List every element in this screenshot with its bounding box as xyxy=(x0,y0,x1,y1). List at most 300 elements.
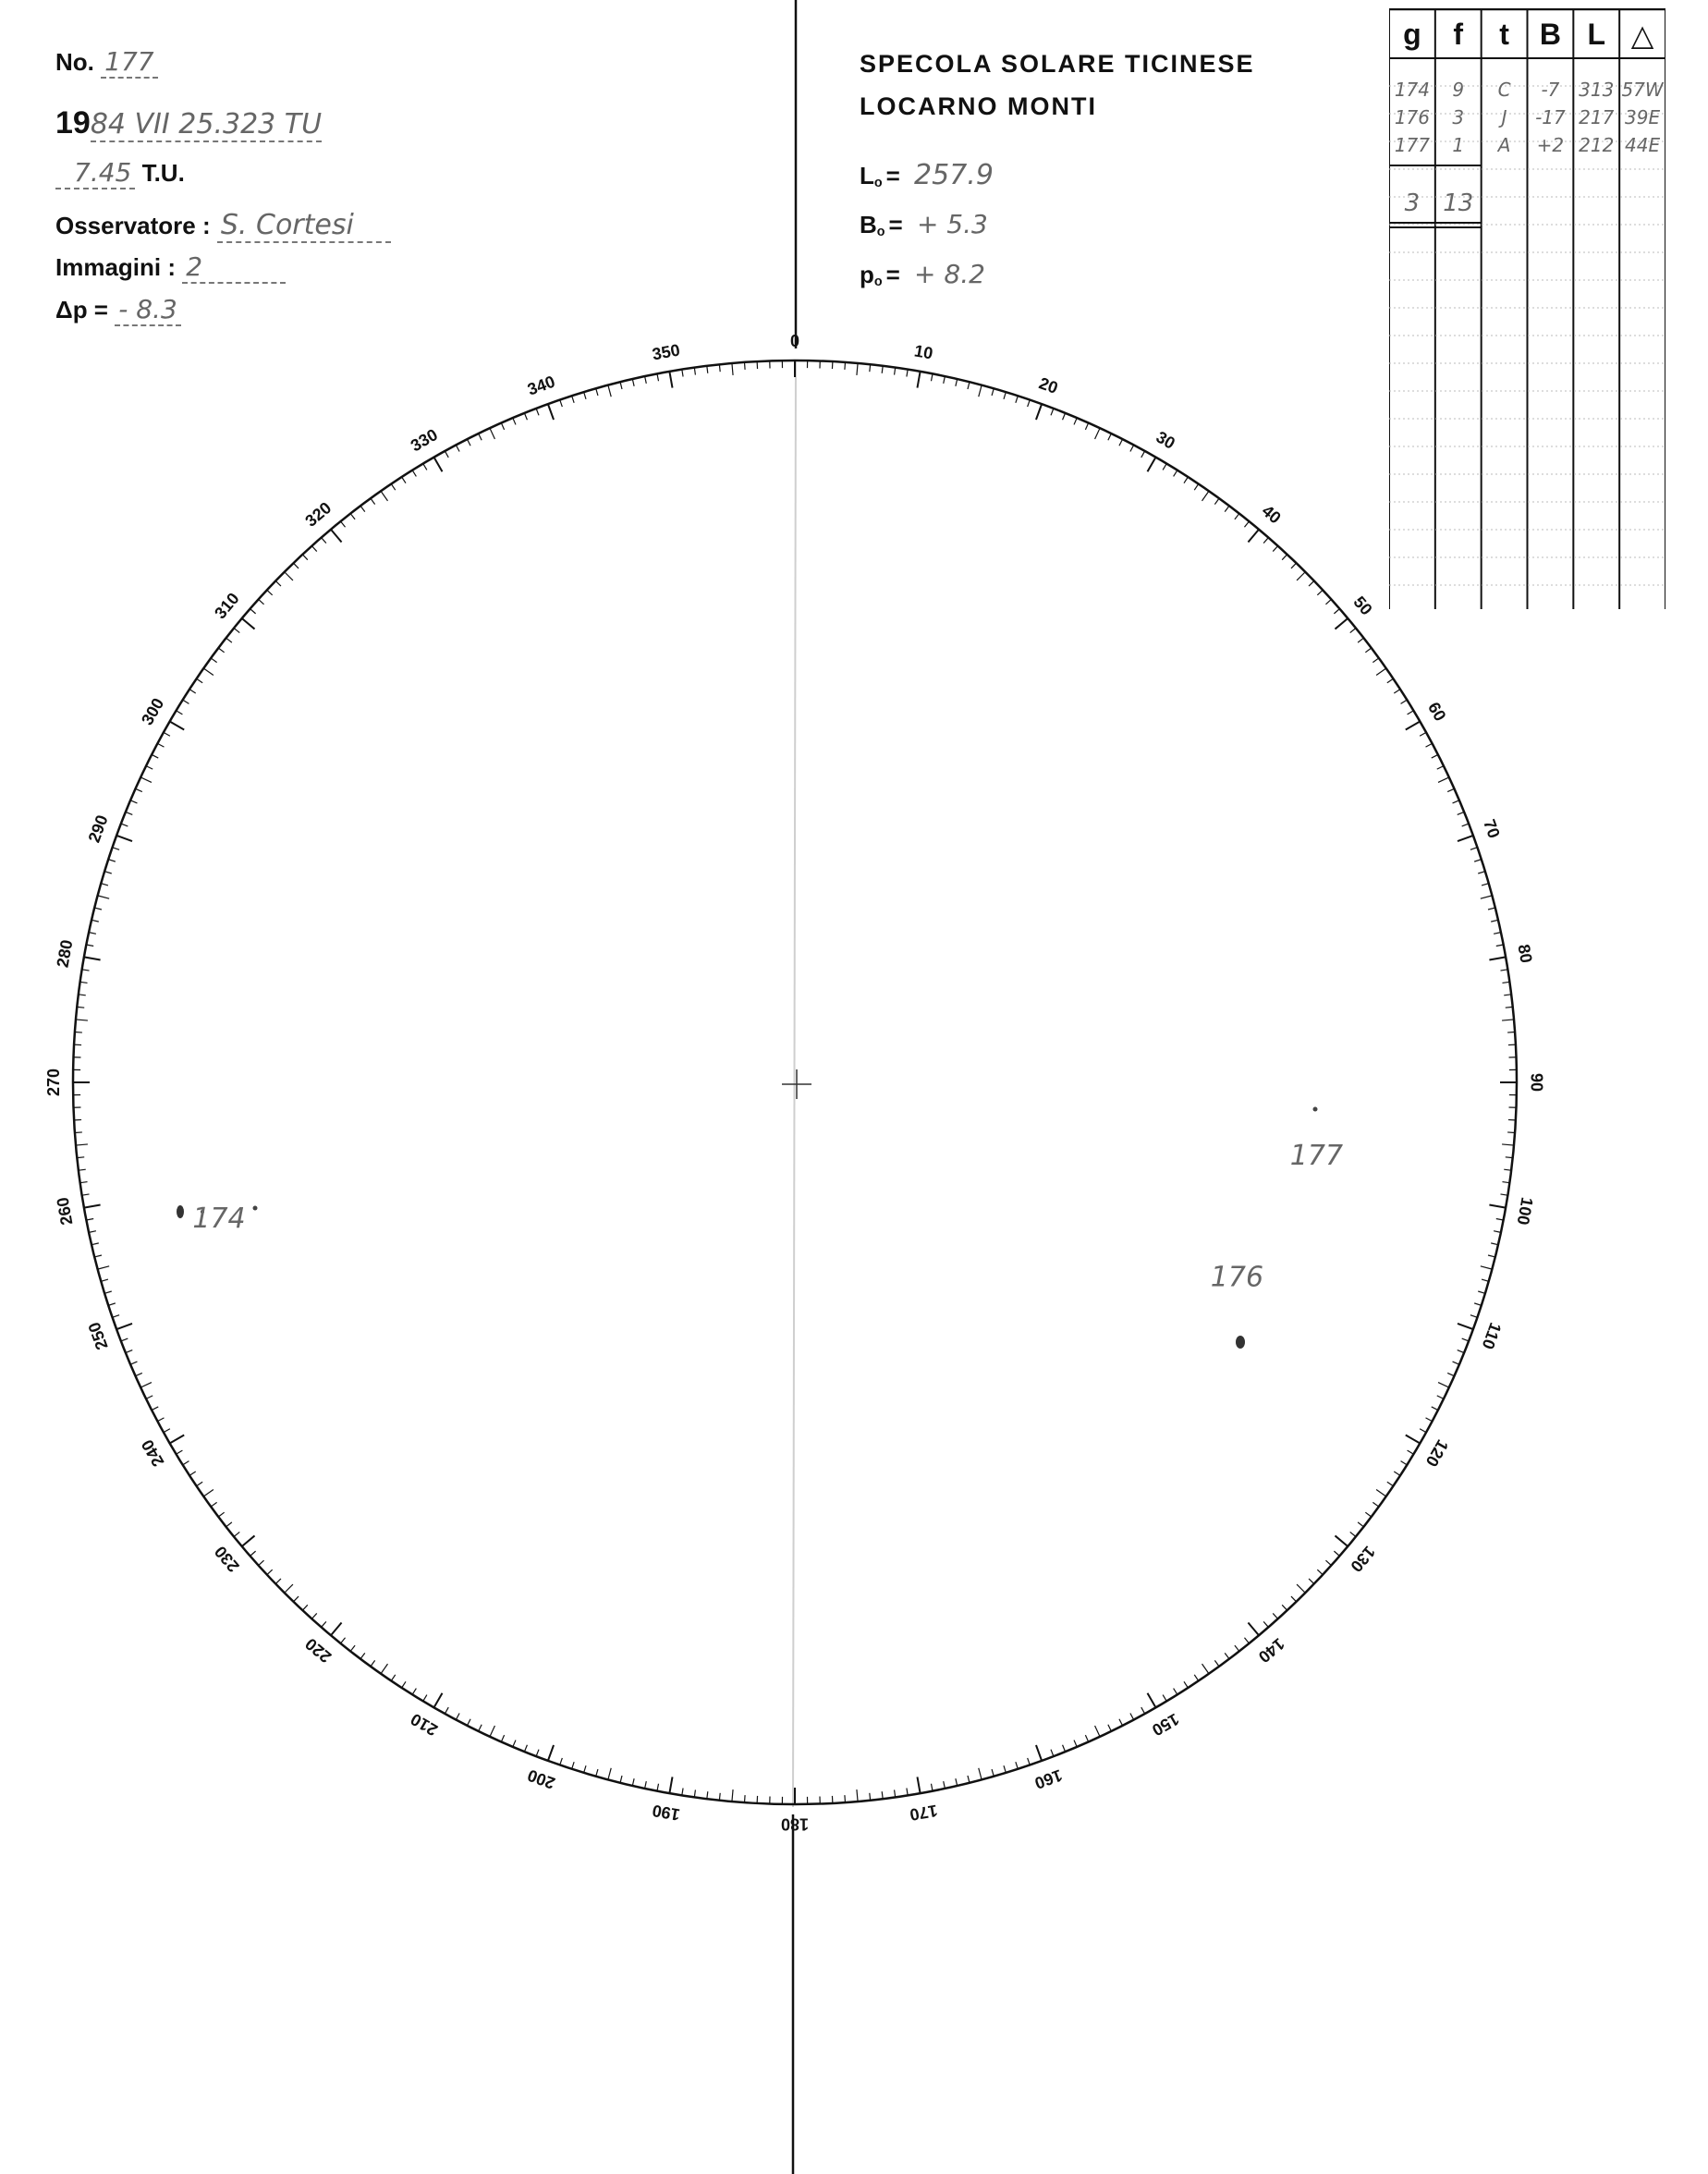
scale-tick xyxy=(870,1793,871,1801)
date-value: 84 VII 25.323 TU xyxy=(90,108,323,140)
table-header-cell: g xyxy=(1403,18,1421,51)
scale-tick xyxy=(1474,1303,1482,1305)
scale-tick xyxy=(157,743,164,747)
scale-label: 60 xyxy=(1424,699,1450,725)
scale-tick xyxy=(524,1745,527,1752)
scale-tick xyxy=(341,521,346,527)
scale-tick xyxy=(745,362,746,370)
scale-tick xyxy=(467,439,470,446)
scale-label: 200 xyxy=(525,1765,558,1793)
scale-tick xyxy=(1074,418,1077,424)
scale-tick xyxy=(1458,836,1473,841)
scale-tick xyxy=(895,368,896,375)
scale-tick xyxy=(116,1324,132,1329)
scale-label: 240 xyxy=(138,1436,168,1471)
scale-label: 180 xyxy=(780,1814,810,1834)
scale-tick xyxy=(1438,777,1449,782)
scale-tick xyxy=(1387,1482,1394,1485)
scale-tick xyxy=(1063,1745,1066,1752)
scale-tick xyxy=(293,563,299,568)
scale-tick xyxy=(1447,788,1454,791)
scale-tick xyxy=(968,382,970,389)
scale-tick xyxy=(1194,1675,1198,1681)
scale-tick xyxy=(907,1788,908,1795)
scale-tick xyxy=(1028,1758,1031,1765)
scale-tick xyxy=(92,1243,99,1245)
scale-label: 40 xyxy=(1258,501,1285,528)
table-cell: A xyxy=(1497,134,1511,156)
scale-tick xyxy=(140,777,152,782)
scale-tick xyxy=(882,1791,883,1799)
time-suffix: T.U. xyxy=(141,159,185,187)
scale-tick xyxy=(82,1194,90,1195)
center-cross xyxy=(782,1069,811,1099)
scale-tick xyxy=(979,1768,982,1780)
table-header-cell: △ xyxy=(1630,18,1654,52)
scale-tick xyxy=(548,1745,554,1761)
scale-tick xyxy=(1426,743,1433,747)
table-cell: -17 xyxy=(1535,106,1566,128)
scale-tick xyxy=(719,364,720,372)
scale-tick xyxy=(1482,884,1489,885)
scale-tick xyxy=(1394,690,1400,693)
scale-tick xyxy=(1453,1362,1459,1364)
scale-tick xyxy=(302,1605,307,1610)
scale-tick xyxy=(1148,458,1156,472)
scale-tick xyxy=(203,1490,214,1496)
scale-tick xyxy=(632,1778,634,1786)
scale-tick xyxy=(1494,933,1501,934)
scale-tick xyxy=(467,1719,470,1726)
scale-tick xyxy=(1453,800,1459,803)
scale-tick xyxy=(1297,572,1305,580)
scale-tick xyxy=(1074,1740,1077,1747)
scale-tick xyxy=(360,1653,365,1658)
scale-tick xyxy=(1263,538,1268,544)
scale-tick xyxy=(1432,1407,1438,1411)
scale-tick xyxy=(170,1435,185,1444)
scale-tick xyxy=(226,1522,232,1527)
scale-tick xyxy=(423,464,427,470)
scale-tick xyxy=(1494,1231,1501,1233)
scale-tick xyxy=(1325,1560,1331,1565)
scale-label: 230 xyxy=(211,1542,243,1576)
scale-tick xyxy=(1335,618,1348,629)
scale-tick xyxy=(1372,1502,1378,1507)
scale-tick xyxy=(183,1461,189,1465)
scale-label: 0 xyxy=(789,331,800,350)
scale-tick xyxy=(259,1560,264,1565)
scale-tick xyxy=(1244,1638,1249,1643)
sunspot-174-follower xyxy=(253,1206,258,1211)
scale-label: 320 xyxy=(301,498,336,531)
scale-tick xyxy=(694,368,695,375)
number-label: No. xyxy=(55,48,94,76)
scale-tick xyxy=(745,1795,746,1802)
scale-tick xyxy=(1502,1182,1509,1183)
scale-tick xyxy=(350,1645,355,1651)
table-cell: 3 xyxy=(1452,106,1465,128)
scale-tick xyxy=(1095,1726,1100,1737)
p-label: p xyxy=(860,261,874,288)
scale-tick xyxy=(608,1768,611,1780)
scale-tick xyxy=(445,451,448,458)
scale-tick xyxy=(1263,1621,1268,1627)
scale-tick xyxy=(1506,1157,1513,1158)
scale-tick xyxy=(250,609,256,614)
scale-tick xyxy=(177,1450,183,1454)
images-label: Immagini : xyxy=(55,253,177,281)
ephemeris-p: po = + 8.2 xyxy=(860,259,985,289)
scale-tick xyxy=(104,1291,112,1293)
scale-tick xyxy=(84,1204,101,1207)
scale-tick xyxy=(177,711,183,714)
scale-tick xyxy=(322,1621,326,1627)
scale-tick xyxy=(381,1664,387,1674)
scale-tick xyxy=(1481,1266,1493,1269)
scale-tick xyxy=(1335,1535,1348,1546)
scale-tick xyxy=(1036,404,1042,420)
scale-tick xyxy=(242,618,255,629)
scale-tick xyxy=(412,470,416,477)
scale-tick xyxy=(1358,638,1363,642)
scale-tick xyxy=(98,1266,110,1269)
scale-tick xyxy=(77,1157,84,1158)
scale-tick xyxy=(1489,957,1506,959)
time-value: 7.45 xyxy=(55,157,135,189)
table-cell: 39E xyxy=(1625,106,1661,128)
sunspots xyxy=(177,1107,1318,1350)
scale-tick xyxy=(707,1791,708,1799)
scale-tick xyxy=(116,836,132,841)
scale-tick xyxy=(350,514,355,519)
scale-tick xyxy=(931,1784,933,1791)
scale-label: 250 xyxy=(84,1319,112,1352)
scale-tick xyxy=(845,362,846,370)
scale-tick xyxy=(434,458,443,472)
scale-tick xyxy=(1184,477,1188,483)
scale-tick xyxy=(211,1502,216,1507)
ephemeris-L: Lo = 257.9 xyxy=(860,159,994,191)
scale-tick xyxy=(501,423,504,430)
scale-tick xyxy=(341,1638,346,1643)
scale-tick xyxy=(84,957,101,959)
scale-tick xyxy=(1491,920,1498,922)
scale-tick xyxy=(1202,491,1209,501)
scale-tick xyxy=(992,388,994,396)
scale-tick xyxy=(1458,1324,1473,1329)
scale-tick xyxy=(1325,599,1331,604)
scale-label: 160 xyxy=(1031,1765,1065,1793)
scale-tick xyxy=(682,370,683,377)
scale-tick xyxy=(1504,1169,1511,1170)
scale-tick xyxy=(267,590,273,594)
scale-tick xyxy=(1376,1490,1386,1496)
scale-tick xyxy=(1016,1762,1018,1769)
scale-tick xyxy=(1095,428,1100,439)
scale-tick xyxy=(146,1396,152,1399)
scale-tick xyxy=(1478,872,1485,873)
scale-tick xyxy=(979,385,982,397)
scale-tick xyxy=(1358,1522,1363,1527)
scale-tick xyxy=(1214,1660,1219,1666)
scale-tick xyxy=(285,572,293,580)
scale-label: 30 xyxy=(1153,427,1178,453)
scale-tick xyxy=(456,1714,459,1720)
scale-tick xyxy=(1317,1569,1323,1574)
scale-tick xyxy=(1248,1622,1259,1635)
scale-label: 280 xyxy=(53,938,77,970)
scale-tick xyxy=(75,1132,82,1133)
scale-tick xyxy=(89,933,96,934)
scale-tick xyxy=(1394,1472,1400,1475)
scale-tick xyxy=(1437,766,1444,770)
L-label: L xyxy=(860,162,874,189)
scale-tick xyxy=(1085,1735,1088,1741)
scale-tick xyxy=(402,1681,406,1688)
scale-tick xyxy=(1130,1714,1134,1720)
scale-tick xyxy=(391,1675,395,1681)
scale-tick xyxy=(1470,1315,1478,1318)
scale-tick xyxy=(1502,982,1509,983)
scale-tick xyxy=(94,1255,102,1257)
delta-p-value: - 8.3 xyxy=(115,294,181,326)
scale-tick xyxy=(1248,530,1259,543)
scale-tick xyxy=(1063,413,1066,420)
scale-tick xyxy=(608,385,611,397)
scale-tick xyxy=(302,555,307,560)
scale-tick xyxy=(101,1279,108,1281)
table-total-cell: 3 xyxy=(1404,189,1421,217)
scale-tick xyxy=(322,538,326,544)
scale-tick xyxy=(1297,1584,1305,1593)
scale-tick xyxy=(1387,678,1394,682)
scale-tick xyxy=(164,1429,170,1433)
scale-label: 50 xyxy=(1349,592,1376,619)
scale-tick xyxy=(75,1032,82,1033)
scale-tick xyxy=(1004,1765,1006,1773)
scale-tick xyxy=(1108,434,1112,440)
scale-tick xyxy=(1282,1605,1287,1610)
scale-tick xyxy=(917,372,920,388)
scale-tick xyxy=(584,1765,586,1773)
scale-tick xyxy=(479,434,482,440)
scale-tick xyxy=(882,366,883,373)
scale-tick xyxy=(536,1750,539,1756)
scale-tick xyxy=(189,1472,196,1475)
scale-tick xyxy=(108,860,116,861)
scale-label: 270 xyxy=(43,1068,63,1097)
date-prefix: 19 xyxy=(55,105,91,140)
scale-label: 140 xyxy=(1254,1634,1288,1667)
scale-tick xyxy=(632,379,634,386)
scale-tick xyxy=(1334,1551,1339,1556)
scale-tick xyxy=(259,599,264,604)
table-cell: 177 xyxy=(1394,134,1430,156)
scale-tick xyxy=(121,824,128,826)
scale-tick xyxy=(275,580,281,586)
scale-tick xyxy=(1438,1383,1449,1387)
scale-tick xyxy=(293,1596,299,1602)
scale-label: 330 xyxy=(407,425,441,456)
scale-tick xyxy=(92,920,99,922)
scale-tick xyxy=(445,1707,448,1714)
scale-tick xyxy=(1214,498,1219,504)
scale-tick xyxy=(1408,711,1414,714)
scale-tick xyxy=(1420,732,1426,736)
scale-tick xyxy=(218,648,224,653)
table-header-cell: t xyxy=(1499,18,1509,51)
table-cell: 44E xyxy=(1625,134,1661,156)
sunspot-group-label: 174 xyxy=(192,1202,246,1235)
scale-tick xyxy=(234,629,239,633)
scale-tick xyxy=(490,1726,494,1737)
scale-tick xyxy=(189,690,196,693)
scale-label: 80 xyxy=(1514,943,1536,965)
scale-tick xyxy=(130,1362,137,1364)
scale-tick xyxy=(490,428,494,439)
scale-tick xyxy=(1225,1653,1229,1658)
table-header-cell: f xyxy=(1453,18,1464,51)
scale-tick xyxy=(1462,824,1469,826)
scale-tick xyxy=(895,1789,896,1797)
scale-tick xyxy=(1458,1350,1464,1353)
sunspot-176 xyxy=(1236,1336,1245,1349)
scale-tick xyxy=(108,1303,116,1305)
table-header-cell: L xyxy=(1587,18,1606,51)
scale-label: 310 xyxy=(211,589,243,623)
scale-tick xyxy=(1458,812,1464,814)
scale-tick xyxy=(250,1551,256,1556)
sunspot-group-label: 176 xyxy=(1210,1261,1264,1294)
scale-tick xyxy=(1051,409,1054,415)
scale-tick xyxy=(479,1725,482,1731)
p-value: + 8.2 xyxy=(914,259,985,289)
scale-tick xyxy=(1235,514,1239,519)
table-cell: 1 xyxy=(1452,134,1465,156)
scale-tick xyxy=(1420,1429,1426,1433)
scale-tick xyxy=(560,400,563,408)
scale-label: 10 xyxy=(912,341,934,363)
scale-tick xyxy=(1406,722,1421,730)
scale-tick xyxy=(719,1793,720,1801)
table-cell: 212 xyxy=(1579,134,1615,156)
scale-tick xyxy=(82,970,90,971)
scale-tick xyxy=(1334,609,1339,614)
scale-tick xyxy=(126,1350,132,1353)
table-cell: 174 xyxy=(1394,79,1430,101)
scale-tick xyxy=(1119,439,1123,446)
scale-tick xyxy=(1148,1693,1156,1708)
scale-tick xyxy=(1174,470,1177,477)
observer-label: Osservatore : xyxy=(55,212,211,239)
scale-tick xyxy=(140,1383,152,1387)
scale-tick xyxy=(1273,546,1277,552)
scale-tick xyxy=(584,392,586,399)
scale-tick xyxy=(1496,945,1504,947)
scale-tick xyxy=(456,445,459,451)
scale-label: 70 xyxy=(1480,816,1504,841)
table-cell: C xyxy=(1497,79,1511,101)
scale-tick xyxy=(560,1758,563,1765)
scale-tick xyxy=(645,1781,647,1789)
scale-tick xyxy=(944,376,946,384)
scale-tick xyxy=(1141,451,1145,458)
scale-tick xyxy=(371,1660,375,1666)
scale-tick xyxy=(203,668,214,675)
scale-tick xyxy=(1372,658,1378,663)
scale-tick xyxy=(1426,1418,1433,1422)
scale-tick xyxy=(968,1776,970,1783)
scale-tick xyxy=(944,1781,946,1789)
scale-label: 210 xyxy=(407,1709,441,1740)
scale-tick xyxy=(331,530,342,543)
scale-tick xyxy=(1462,1338,1469,1341)
scale-label: 130 xyxy=(1347,1542,1379,1576)
scale-tick xyxy=(242,1535,255,1546)
scale-tick xyxy=(371,498,375,504)
scale-tick xyxy=(146,766,152,770)
scale-tick xyxy=(1506,1007,1513,1008)
scale-tick xyxy=(402,477,406,483)
scale-tick xyxy=(1447,1373,1454,1375)
scale-tick xyxy=(80,982,88,983)
scale-tick xyxy=(434,1693,443,1708)
scale-tick xyxy=(1406,1435,1421,1444)
scale-tick xyxy=(657,1784,659,1791)
scale-tick xyxy=(94,908,102,910)
scale-tick xyxy=(285,1584,293,1593)
scale-tick xyxy=(218,1512,224,1517)
scale-tick xyxy=(86,1218,93,1220)
scale-label: 290 xyxy=(84,812,112,846)
scale-tick xyxy=(992,1769,994,1777)
scale-tick xyxy=(1016,396,1018,403)
scale-tick xyxy=(381,491,387,501)
scale-tick xyxy=(572,1762,574,1769)
scale-tick xyxy=(113,1315,120,1318)
scale-tick xyxy=(501,1735,504,1741)
scale-tick xyxy=(1309,1579,1314,1584)
scale-tick xyxy=(152,754,158,758)
scale-tick xyxy=(1491,1243,1498,1245)
scale-tick xyxy=(1317,590,1323,594)
scale-tick xyxy=(331,1622,342,1635)
number-value: 177 xyxy=(101,46,157,79)
scale-tick xyxy=(1309,580,1314,586)
scale-tick xyxy=(76,1144,88,1145)
sunspot-group-label: 177 xyxy=(1289,1139,1344,1172)
scale-tick xyxy=(104,872,112,873)
scale-tick xyxy=(1432,754,1438,758)
scale-tick xyxy=(121,1338,128,1341)
delta-p-label: Δp = xyxy=(55,296,108,324)
scale-tick xyxy=(1496,1218,1504,1220)
table-cell: 9 xyxy=(1452,79,1465,101)
scale-tick xyxy=(620,1776,622,1783)
scale-label: 90 xyxy=(1527,1072,1546,1093)
scale-tick xyxy=(1481,896,1493,898)
scale-tick xyxy=(1184,1681,1188,1688)
scale-tick xyxy=(669,372,672,388)
scale-tick xyxy=(956,379,958,386)
scale-tick xyxy=(234,1532,239,1536)
scale-tick xyxy=(1470,848,1478,850)
scale-tick xyxy=(311,1613,316,1618)
scale-tick xyxy=(1244,521,1249,527)
scale-label: 300 xyxy=(138,694,168,728)
scale-tick xyxy=(1119,1719,1123,1726)
